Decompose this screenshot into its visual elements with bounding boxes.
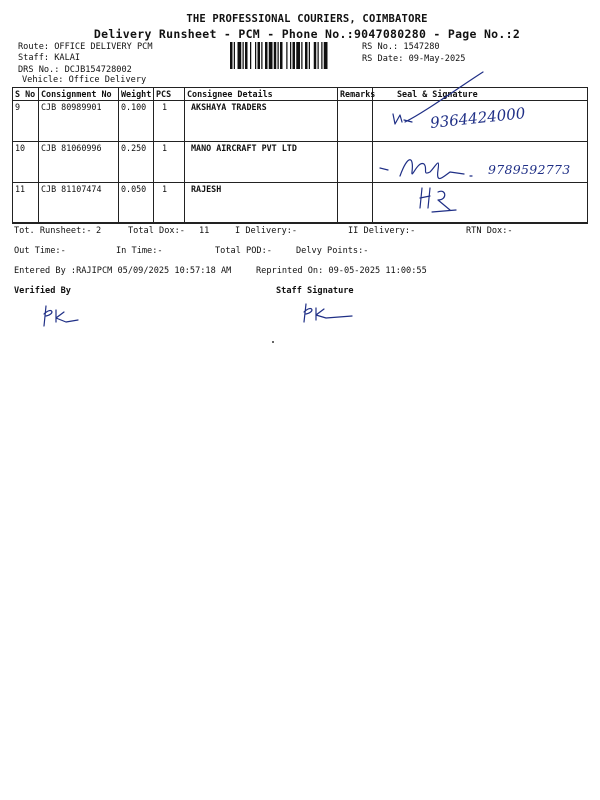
verified-by-label: Verified By xyxy=(14,286,71,296)
col-header-consignment: Consignment No xyxy=(39,88,119,101)
staff-signature-label: Staff Signature xyxy=(276,286,354,296)
total-runsheet-label: Tot. Runsheet:- xyxy=(14,226,92,236)
barcode-bar xyxy=(261,42,262,69)
col-header-remarks: Remarks xyxy=(338,88,373,101)
cell-consignee: MANO AIRCRAFT PVT LTD xyxy=(185,142,338,183)
barcode-bar xyxy=(255,42,256,69)
entered-by: Entered By :RAJIPCM 05/09/2025 10:57:18 AM xyxy=(14,266,232,276)
cell-weight: 0.100 xyxy=(119,101,154,142)
rs-number: RS No.: 1547280 xyxy=(362,42,440,52)
barcode-bar xyxy=(314,42,317,69)
staff-signature-mark xyxy=(298,300,358,326)
col-header-pcs: PCS xyxy=(154,88,185,101)
barcode-bar xyxy=(265,42,268,69)
cell-pcs: 1 xyxy=(154,101,185,142)
ii-delivery: II Delivery:- xyxy=(348,226,416,236)
ink-dot xyxy=(272,341,274,343)
handwritten-initials-row9 xyxy=(390,110,420,130)
total-runsheet-value: 2 xyxy=(96,226,102,236)
company-name: THE PROFESSIONAL COURIERS, COIMBATORE xyxy=(186,13,428,25)
cell-consignee: RAJESH xyxy=(185,183,338,224)
cell-consignee: AKSHAYA TRADERS xyxy=(185,101,338,142)
i-delivery: I Delivery:- xyxy=(235,226,298,236)
barcode-bar xyxy=(234,42,235,69)
reprinted-on: Reprinted On: 09-05-2025 11:00:55 xyxy=(256,266,427,276)
handwritten-signature-row10 xyxy=(378,150,488,190)
barcode-bar xyxy=(324,42,328,69)
barcode-bar xyxy=(321,42,322,69)
cell-weight: 0.250 xyxy=(119,142,154,183)
cell-remarks xyxy=(338,183,373,224)
cell-sno: 9 xyxy=(13,101,39,142)
cell-pcs: 1 xyxy=(154,183,185,224)
total-pod: Total POD:- xyxy=(215,246,272,256)
handwritten-initials-row11 xyxy=(416,186,464,214)
barcode-bar xyxy=(293,42,296,69)
table-row xyxy=(13,183,588,224)
barcode xyxy=(230,42,355,69)
cell-remarks xyxy=(338,142,373,183)
cell-consignment: CJB 81060996 xyxy=(39,142,119,183)
handwritten-phone-row9: 9364424000 xyxy=(429,104,527,132)
barcode-bar xyxy=(258,42,261,69)
table-bottom-rule xyxy=(12,222,587,223)
total-dox-value: 11 xyxy=(199,226,210,236)
barcode-bar xyxy=(245,42,248,69)
barcode-bar xyxy=(301,42,302,69)
total-dox-label: Total Dox:- xyxy=(128,226,185,236)
staff-text: Staff: KALAI xyxy=(18,53,81,63)
barcode-bar xyxy=(278,42,279,69)
out-time: Out Time:- xyxy=(14,246,66,256)
verified-by-signature xyxy=(38,302,88,330)
barcode-bar xyxy=(238,42,242,69)
barcode-bar xyxy=(305,42,308,69)
col-header-sno: S No xyxy=(13,88,39,101)
barcode-bar xyxy=(286,42,287,69)
vehicle-text: Vehicle: Office Delivery xyxy=(22,75,147,85)
rtn-dox: RTN Dox:- xyxy=(466,226,513,236)
cell-consignment: CJB 80989901 xyxy=(39,101,119,142)
cell-weight: 0.050 xyxy=(119,183,154,224)
col-header-weight: Weight xyxy=(119,88,154,101)
drs-number: DRS No.: DCJB154728002 xyxy=(18,65,132,75)
rs-date: RS Date: 09-May-2025 xyxy=(362,54,466,64)
barcode-bar xyxy=(318,42,319,69)
handwritten-phone-row10: 9789592773 xyxy=(488,162,571,177)
col-header-seal-signature: Seal & Signature xyxy=(373,88,588,101)
table-header-row xyxy=(13,88,588,101)
cell-pcs: 1 xyxy=(154,142,185,183)
delivery-points: Delvy Points:- xyxy=(296,246,369,256)
barcode-bar xyxy=(296,42,300,69)
barcode-bar xyxy=(230,42,233,69)
cell-consignment: CJB 81107474 xyxy=(39,183,119,224)
cell-remarks xyxy=(338,101,373,142)
barcode-bar xyxy=(309,42,310,69)
barcode-bar xyxy=(250,42,251,69)
barcode-bar xyxy=(290,42,291,69)
barcode-bar xyxy=(280,42,283,69)
cell-sno: 10 xyxy=(13,142,39,183)
barcode-bar xyxy=(274,42,277,69)
barcode-bar xyxy=(269,42,273,69)
runsheet-title: Delivery Runsheet - PCM - Phone No.:9047080280 - Page No.:2 xyxy=(93,27,521,41)
cell-sno: 11 xyxy=(13,183,39,224)
col-header-consignee: Consignee Details xyxy=(185,88,338,101)
route-text: Route: OFFICE DELIVERY PCM xyxy=(18,42,153,52)
barcode-bar xyxy=(243,42,244,69)
in-time: In Time:- xyxy=(116,246,163,256)
